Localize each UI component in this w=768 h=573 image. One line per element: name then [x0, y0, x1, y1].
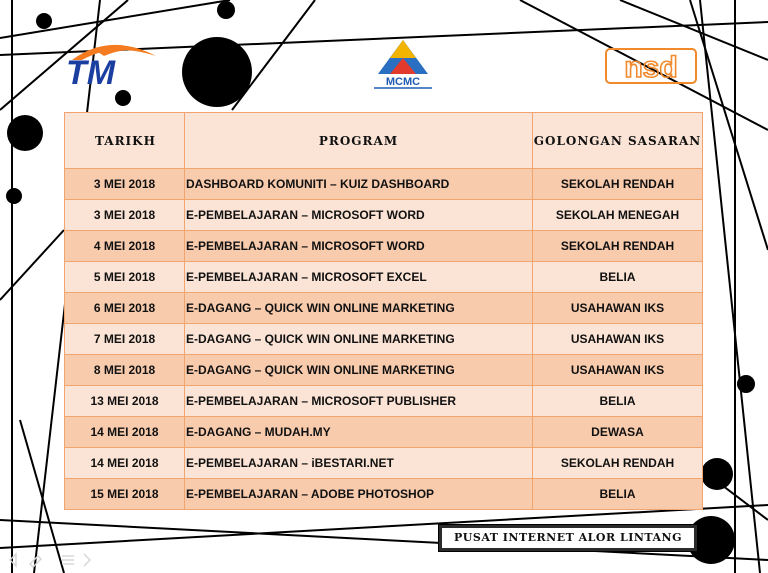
- cell-target: BELIA: [533, 479, 703, 510]
- cell-program: E-PEMBELAJARAN – MICROSOFT EXCEL: [185, 262, 533, 293]
- cell-date: 14 MEI 2018: [65, 448, 185, 479]
- cell-program: E-DAGANG – MUDAH.MY: [185, 417, 533, 448]
- cell-target: SEKOLAH MENEGAH: [533, 200, 703, 231]
- table-row: [65, 293, 703, 324]
- cell-program: DASHBOARD KOMUNITI – KUIZ DASHBOARD: [185, 169, 533, 200]
- cell-date: 4 MEI 2018: [65, 231, 185, 262]
- footer-banner: [438, 524, 698, 552]
- cell-target: USAHAWAN IKS: [533, 324, 703, 355]
- cell-program: E-DAGANG – QUICK WIN ONLINE MARKETING: [185, 293, 533, 324]
- tm-logo: [64, 34, 156, 92]
- cell-date: 3 MEI 2018: [65, 169, 185, 200]
- table-row: [65, 231, 703, 262]
- table-row: [65, 386, 703, 417]
- table-row: [65, 448, 703, 479]
- cell-date: 14 MEI 2018: [65, 417, 185, 448]
- table-row: [65, 262, 703, 293]
- footer-label: PUSAT INTERNET ALOR LINTANG: [442, 528, 694, 548]
- schedule-table: [64, 112, 703, 510]
- table-row: [65, 169, 703, 200]
- header-golongan-sasaran: GOLONGAN SASARAN: [533, 113, 703, 169]
- table-row: [65, 355, 703, 386]
- cell-date: 7 MEI 2018: [65, 324, 185, 355]
- cell-program: E-DAGANG – QUICK WIN ONLINE MARKETING: [185, 324, 533, 355]
- cell-target: USAHAWAN IKS: [533, 355, 703, 386]
- next-slide-icon: [84, 554, 90, 566]
- cell-program: E-PEMBELAJARAN – MICROSOFT PUBLISHER: [185, 386, 533, 417]
- cell-target: SEKOLAH RENDAH: [533, 448, 703, 479]
- table-row: [65, 479, 703, 510]
- cell-target: SEKOLAH RENDAH: [533, 231, 703, 262]
- cell-date: 6 MEI 2018: [65, 293, 185, 324]
- pen-icon: [30, 556, 41, 567]
- nsd-logo-text: nsd: [624, 51, 678, 84]
- nsd-logo: [604, 46, 700, 86]
- table-row: [65, 324, 703, 355]
- menu-icon: [62, 556, 74, 564]
- cell-program: E-PEMBELAJARAN – ADOBE PHOTOSHOP: [185, 479, 533, 510]
- cell-target: DEWASA: [533, 417, 703, 448]
- header-tarikh: TARIKH: [65, 113, 185, 169]
- mcmc-logo-text: MCMC: [385, 76, 421, 88]
- tm-logo-text: TM: [66, 54, 116, 92]
- cell-program: E-PEMBELAJARAN – MICROSOFT WORD: [185, 200, 533, 231]
- cell-program: E-DAGANG – QUICK WIN ONLINE MARKETING: [185, 355, 533, 386]
- cell-target: BELIA: [533, 262, 703, 293]
- cell-target: USAHAWAN IKS: [533, 293, 703, 324]
- table-header-row: [65, 113, 703, 169]
- mcmc-logo: [368, 38, 438, 90]
- slide-nav-icons[interactable]: [6, 550, 96, 568]
- table-row: [65, 200, 703, 231]
- header-program: PROGRAM: [185, 113, 533, 169]
- cell-date: 8 MEI 2018: [65, 355, 185, 386]
- table-row: [65, 417, 703, 448]
- cell-program: E-PEMBELAJARAN – iBESTARI.NET: [185, 448, 533, 479]
- cell-target: BELIA: [533, 386, 703, 417]
- cell-date: 13 MEI 2018: [65, 386, 185, 417]
- cell-date: 3 MEI 2018: [65, 200, 185, 231]
- prev-slide-icon: [10, 554, 16, 566]
- cell-program: E-PEMBELAJARAN – MICROSOFT WORD: [185, 231, 533, 262]
- cell-date: 5 MEI 2018: [65, 262, 185, 293]
- cell-date: 15 MEI 2018: [65, 479, 185, 510]
- cell-target: SEKOLAH RENDAH: [533, 169, 703, 200]
